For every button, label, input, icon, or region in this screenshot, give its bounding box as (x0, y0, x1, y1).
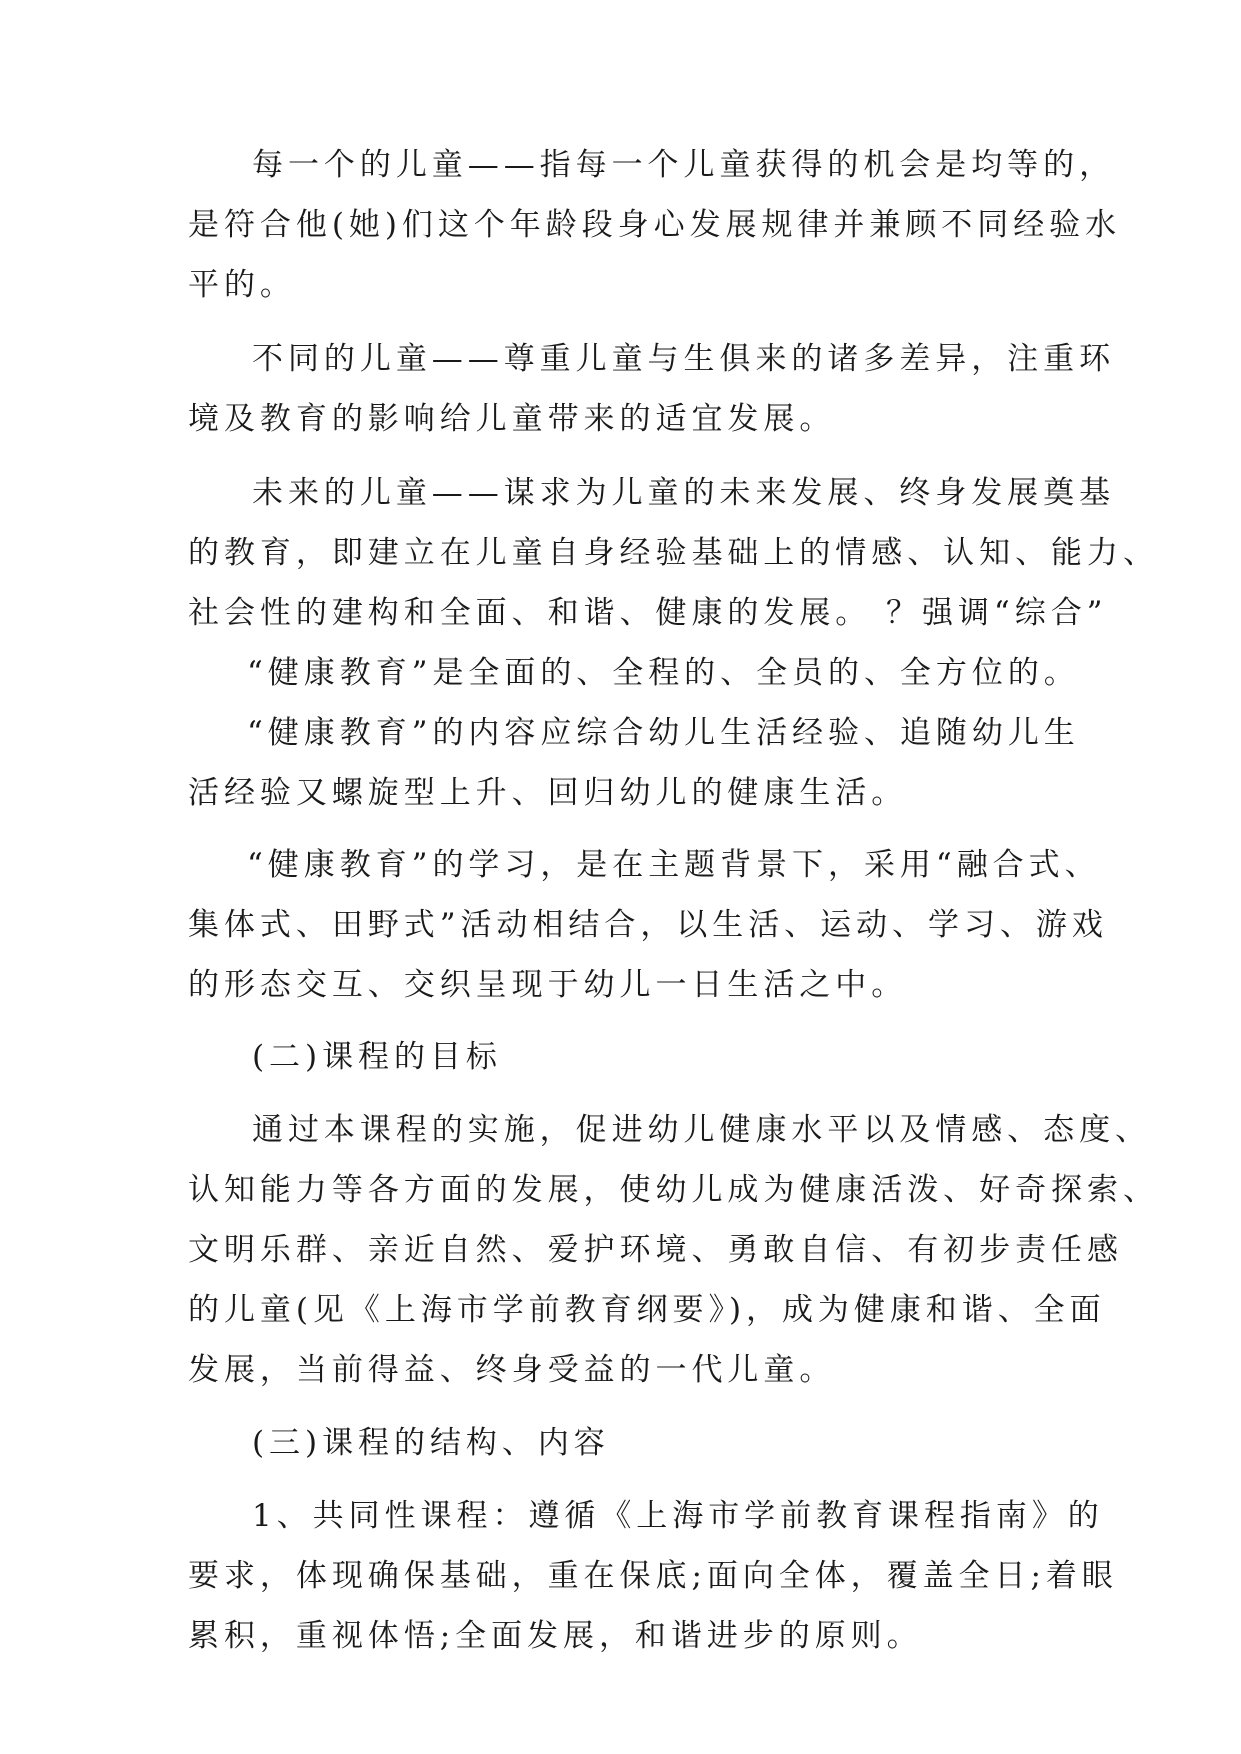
paragraph-line: 文明乐群、亲近自然、爱护环境、勇敢自信、有初步责任感 (188, 1232, 1123, 1268)
paragraph-line: “健康教育”是全面的、全程的、全员的、全方位的。 (247, 655, 1080, 691)
paragraph-line: 未来的儿童——谋求为儿童的未来发展、终身发展奠基 (252, 475, 1116, 511)
paragraph-line: “健康教育”的内容应综合幼儿生活经验、追随幼儿生 (247, 715, 1080, 751)
paragraph-line: 每一个的儿童——指每一个儿童获得的机会是均等的， (252, 147, 1116, 183)
paragraph-line: 认知能力等各方面的发展，使幼儿成为健康活泼、好奇探索、 (188, 1172, 1159, 1208)
section-heading: (三)课程的结构、内容 (252, 1425, 610, 1461)
paragraph-line: 的形态交互、交织呈现于幼儿一日生活之中。 (188, 967, 908, 1003)
paragraph-line: 社会性的建构和全面、和谐、健康的发展。 ？强调“综合” (188, 595, 1108, 631)
section-heading: (二)课程的目标 (252, 1039, 502, 1075)
paragraph-line: 累积，重视体悟;全面发展，和谐进步的原则。 (188, 1618, 923, 1654)
paragraph-line: 要求，体现确保基础，重在保底;面向全体，覆盖全日;着眼 (188, 1558, 1118, 1594)
paragraph-line: 集体式、田野式”活动相结合，以生活、运动、学习、游戏 (188, 907, 1108, 943)
paragraph-line: 发展，当前得益、终身受益的一代儿童。 (188, 1352, 836, 1388)
paragraph-line: 活经验又螺旋型上升、回归幼儿的健康生活。 (188, 775, 908, 811)
paragraph-line: “健康教育”的学习，是在主题背景下，采用“融合式、 (247, 847, 1101, 883)
paragraph-line: 是符合他(她)们这个年龄段身心发展规律并兼顾不同经验水 (188, 207, 1122, 243)
paragraph-line: 1、共同性课程：遵循《上海市学前教育课程指南》的 (252, 1498, 1104, 1534)
paragraph-line: 境及教育的影响给儿童带来的适宜发展。 (188, 401, 836, 437)
paragraph-line: 平的。 (188, 267, 296, 303)
paragraph-line: 的教育，即建立在儿童自身经验基础上的情感、认知、能力、 (188, 535, 1159, 571)
paragraph-line: 通过本课程的实施，促进幼儿健康水平以及情感、态度、 (252, 1112, 1151, 1148)
paragraph-line: 不同的儿童——尊重儿童与生俱来的诸多差异，注重环 (252, 341, 1116, 377)
paragraph-line: 的儿童(见《上海市学前教育纲要》)，成为健康和谐、全面 (188, 1292, 1106, 1328)
